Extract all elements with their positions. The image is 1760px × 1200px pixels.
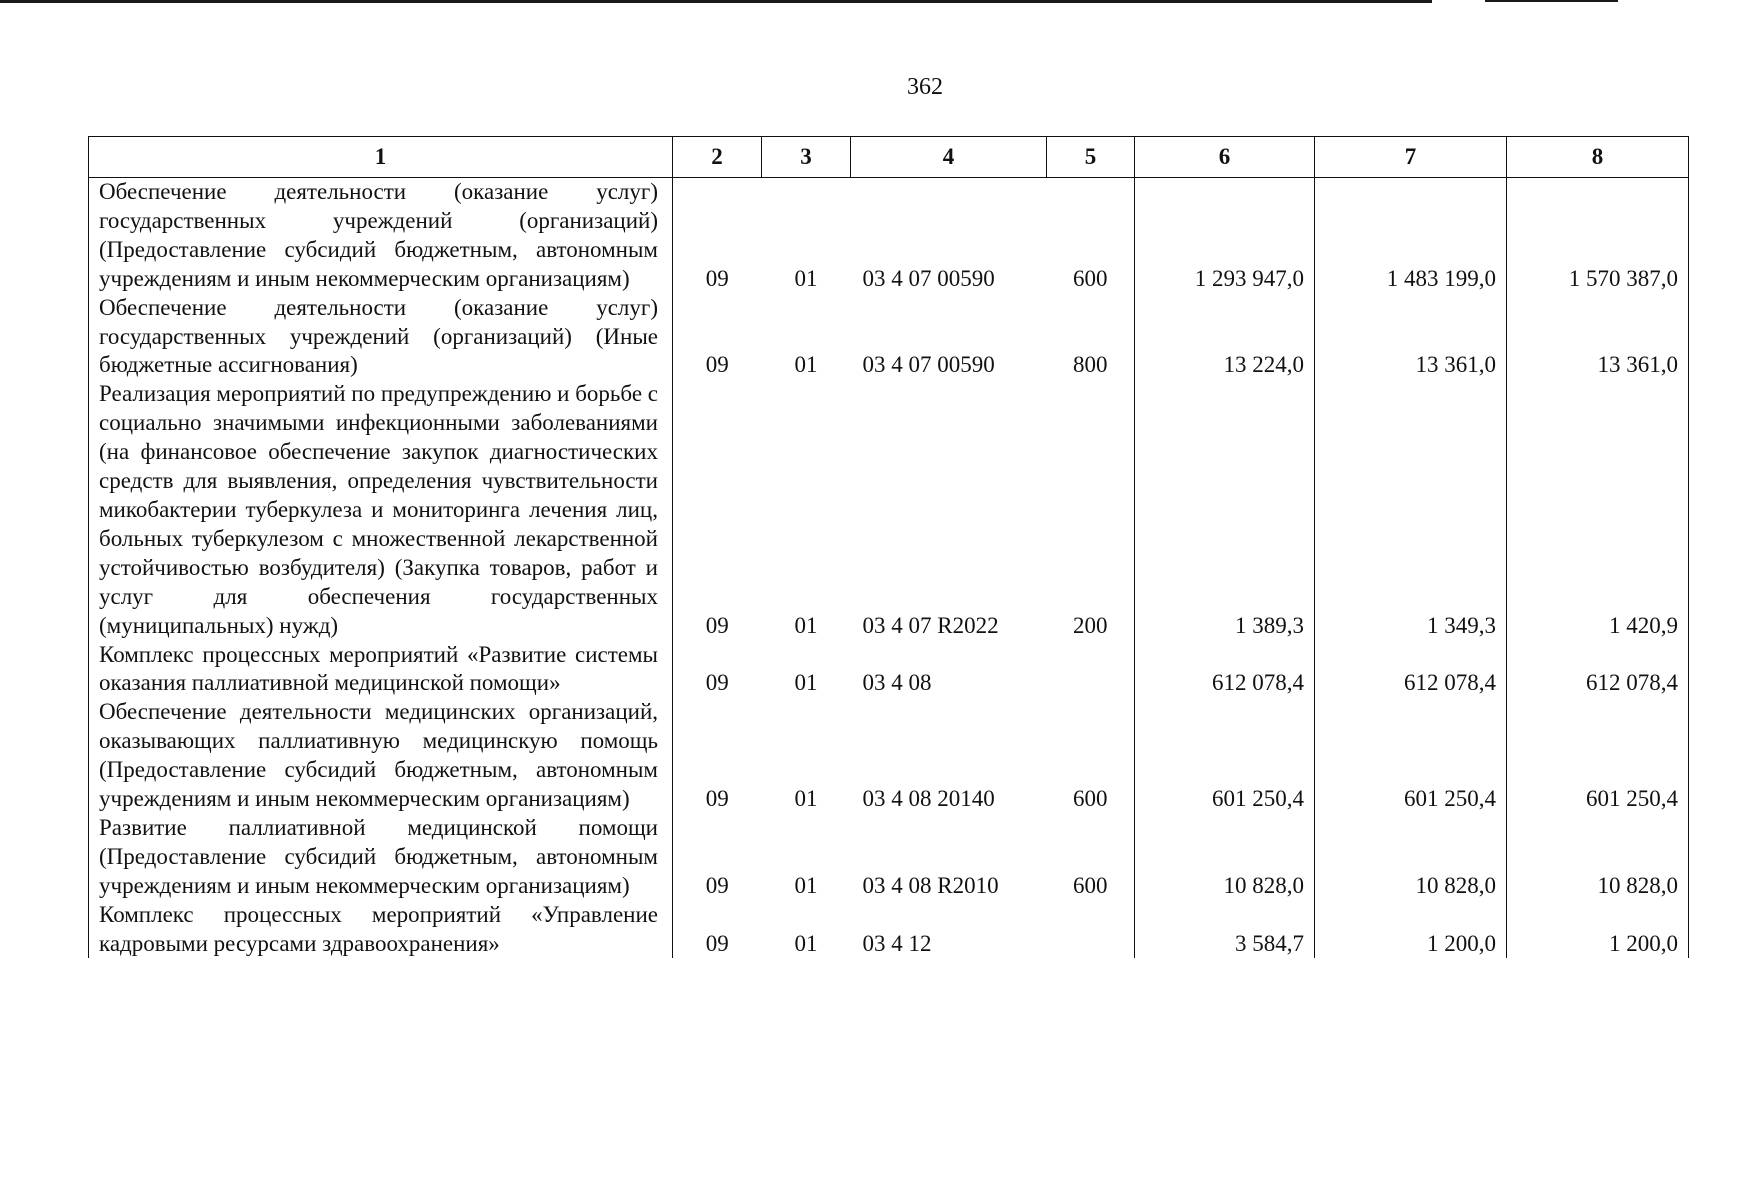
col-header-1: 1 bbox=[89, 137, 673, 178]
row-section: 09 bbox=[705, 872, 729, 898]
col-header-3: 3 bbox=[762, 137, 851, 178]
row-amount-8: 601 250,4 bbox=[1507, 698, 1689, 814]
row-amount-6: 3 584,7 bbox=[1135, 901, 1315, 959]
row-amount-6: 13 224,0 bbox=[1135, 294, 1315, 381]
row-amount-8: 1 420,9 bbox=[1507, 380, 1689, 640]
row-amount-7: 10 828,0 bbox=[1315, 814, 1507, 901]
row-section: 09 bbox=[705, 670, 729, 696]
col-header-7: 7 bbox=[1315, 137, 1507, 178]
row-section: 09 bbox=[705, 265, 729, 291]
row-expense-type: 600 bbox=[1073, 786, 1108, 812]
row-expense-type: 600 bbox=[1073, 265, 1108, 291]
row-target-code: 03 4 07 00590 bbox=[862, 265, 995, 291]
row-amount-7: 13 361,0 bbox=[1315, 294, 1507, 381]
budget-table bbox=[88, 136, 1689, 958]
row-description: Развитие паллиативной медицинской помощи (Предоставление субсидий бюджетным, автономным учреждениям и иным некоммерческим организациям) bbox=[89, 814, 673, 901]
table-row bbox=[89, 641, 1689, 699]
row-description: Комплекс процессных мероприятий «Развитие системы оказания паллиативной медицинской помощи» bbox=[89, 641, 673, 699]
row-amount-8: 1 570 387,0 bbox=[1507, 178, 1689, 294]
row-target-code: 03 4 07 00590 bbox=[862, 352, 995, 378]
table-row bbox=[89, 380, 1689, 640]
table-row bbox=[89, 178, 1689, 294]
row-amount-8: 612 078,4 bbox=[1507, 641, 1689, 699]
row-amount-8: 1 200,0 bbox=[1507, 901, 1689, 959]
row-amount-8: 13 361,0 bbox=[1507, 294, 1689, 381]
row-amount-6: 612 078,4 bbox=[1135, 641, 1315, 699]
row-amount-7: 601 250,4 bbox=[1315, 698, 1507, 814]
top-rule-short bbox=[1485, 0, 1618, 2]
page-number: 362 bbox=[907, 74, 943, 100]
row-amount-6: 601 250,4 bbox=[1135, 698, 1315, 814]
table-body bbox=[89, 178, 1689, 959]
row-amount-8: 10 828,0 bbox=[1507, 814, 1689, 901]
row-description: Комплекс процессных мероприятий «Управление кадровыми ресурсами здравоохранения» bbox=[89, 901, 673, 959]
row-subsection: 01 bbox=[794, 786, 818, 812]
col-header-4: 4 bbox=[851, 137, 1047, 178]
row-description: Обеспечение деятельности (оказание услуг) государственных учреждений (организаций) (Предоставление субсидий бюджетным, автономным учреждениям и иным некоммерческим организациям) bbox=[89, 178, 673, 294]
row-target-code: 03 4 08 bbox=[862, 670, 932, 696]
row-subsection: 01 bbox=[794, 872, 818, 898]
row-subsection: 01 bbox=[794, 352, 818, 378]
row-expense-type: 200 bbox=[1073, 612, 1108, 638]
row-subsection: 01 bbox=[794, 265, 818, 291]
row-amount-7: 612 078,4 bbox=[1315, 641, 1507, 699]
row-description: Реализация мероприятий по предупреждению и борьбе с социально значимыми инфекционными заболеваниями (на финансовое обеспечение закупок диагностических средств для выявления, определения чувствительности микобактерии туберкулеза и мониторинга лечения лиц, больных туберкулезом с множественной лекарственной устойчивостью возбудителя) (Закупка товаров, работ и услуг для обеспечения государственных (муниципальных) нужд) bbox=[89, 380, 673, 640]
col-header-5: 5 bbox=[1047, 137, 1135, 178]
row-amount-6: 1 389,3 bbox=[1135, 380, 1315, 640]
row-amount-6: 10 828,0 bbox=[1135, 814, 1315, 901]
row-section: 09 bbox=[705, 352, 729, 378]
row-expense-type: 800 bbox=[1073, 352, 1108, 378]
table-row bbox=[89, 901, 1689, 959]
row-amount-6: 1 293 947,0 bbox=[1135, 178, 1315, 294]
table-row bbox=[89, 814, 1689, 901]
row-expense-type bbox=[1047, 641, 1135, 699]
row-subsection: 01 bbox=[794, 670, 818, 696]
row-subsection: 01 bbox=[794, 612, 818, 638]
col-header-8: 8 bbox=[1507, 137, 1689, 178]
row-amount-7: 1 200,0 bbox=[1315, 901, 1507, 959]
table-header bbox=[89, 137, 1689, 178]
col-header-2: 2 bbox=[673, 137, 762, 178]
row-amount-7: 1 483 199,0 bbox=[1315, 178, 1507, 294]
row-target-code: 03 4 08 20140 bbox=[862, 786, 995, 812]
row-amount-7: 1 349,3 bbox=[1315, 380, 1507, 640]
row-section: 09 bbox=[705, 612, 729, 638]
row-target-code: 03 4 07 R2022 bbox=[862, 612, 999, 638]
row-target-code: 03 4 12 bbox=[862, 930, 932, 956]
table-row bbox=[89, 294, 1689, 381]
top-rule bbox=[0, 0, 1432, 3]
table-row bbox=[89, 698, 1689, 814]
row-section: 09 bbox=[705, 930, 729, 956]
row-description: Обеспечение деятельности медицинских организаций, оказывающих паллиативную медицинскую помощь (Предоставление субсидий бюджетным, автономным учреждениям и иным некоммерческим организациям) bbox=[89, 698, 673, 814]
row-description: Обеспечение деятельности (оказание услуг) государственных учреждений (организаций) (Иные бюджетные ассигнования) bbox=[89, 294, 673, 381]
header-row bbox=[89, 137, 1689, 178]
row-expense-type bbox=[1047, 901, 1135, 959]
row-expense-type: 600 bbox=[1073, 872, 1108, 898]
row-target-code: 03 4 08 R2010 bbox=[862, 872, 999, 898]
row-subsection: 01 bbox=[794, 930, 818, 956]
row-section: 09 bbox=[705, 786, 729, 812]
col-header-6: 6 bbox=[1135, 137, 1315, 178]
